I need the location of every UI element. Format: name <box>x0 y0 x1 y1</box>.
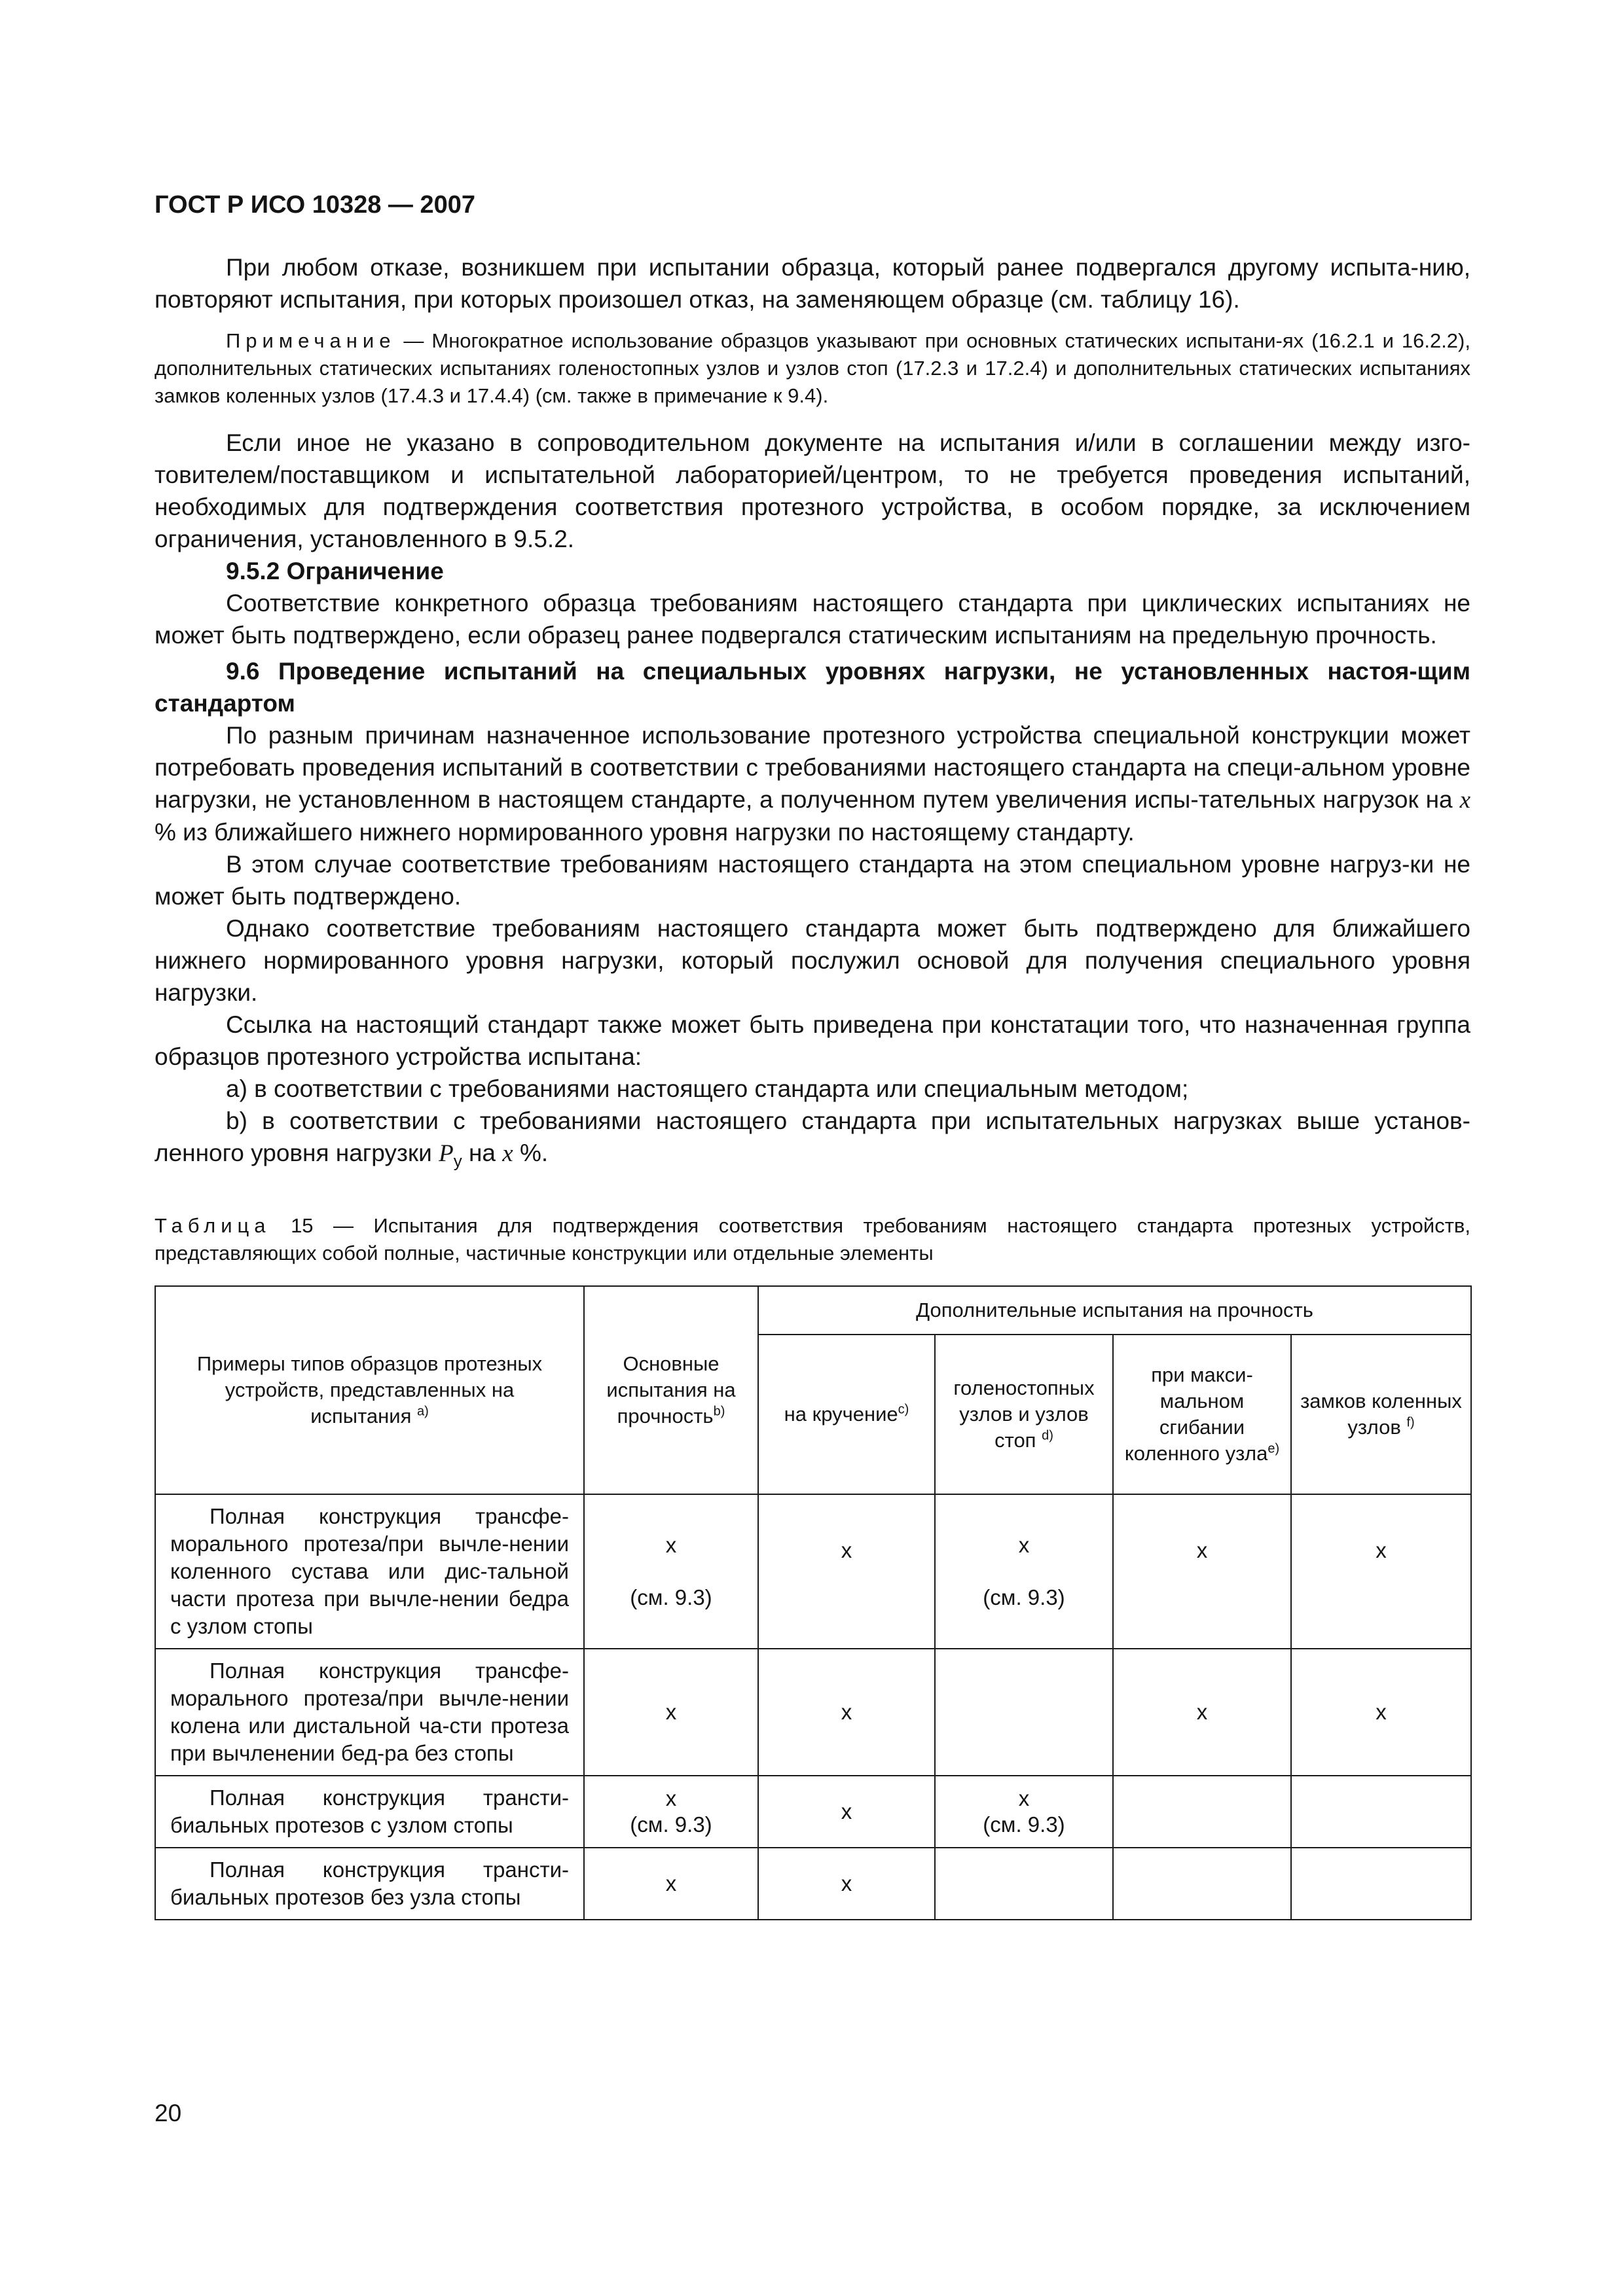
special-load-text-b: % из ближайшего нижнего нормированного уровня нагрузки по настоящему стандарту. <box>155 819 1135 846</box>
document-header: ГОСТ Р ИСО 10328 — 2007 <box>155 191 476 219</box>
header-torsion-sup: c) <box>898 1403 909 1418</box>
variable-p-subscript: y <box>453 1151 462 1171</box>
note-text: — Многократное использование образцов указывают при основных статических испытани-ях (16.2.1 и 16.2.2), дополнительных статических испытаниях голеностопных узлов и узлов стоп (17.2.3 и 17.2.4) и дополнительных статических испытаниях замков коленных узлов (17.4.3 и 17.4.4) (см. также в примечание к 9.4). <box>155 329 1470 407</box>
header-examples <box>155 1286 584 1494</box>
header-torsion-text: на кручение <box>784 1403 898 1426</box>
cell-mark: x <box>665 1786 677 1811</box>
variable-x: x <box>1459 787 1470 814</box>
cell-max-flex <box>1113 1776 1291 1848</box>
paragraph-nearest-level: Однако соответствие требованиям настоящего стандарта может быть подтверждено для ближайшего нижнего нормированного уровня нагрузки, который послужил основой для получения специального уровня нагрузки. <box>155 915 1470 1006</box>
heading-9-6: 9.6 Проведение испытаний на специальных уровнях нагрузки, не установленных настоя-щим стандартом <box>155 658 1470 717</box>
cell-knee-locks <box>1291 1848 1471 1920</box>
table-caption-text: 15 — Испытания для подтверждения соответствия требованиям настоящего стандарта протезных устройств, представляющих собой полные, частичные конструкции или отдельные элементы <box>155 1214 1470 1265</box>
cell-basic: x <box>584 1848 758 1920</box>
header-torsion <box>758 1335 935 1494</box>
cell-ankle <box>935 1649 1113 1776</box>
special-load-text-a: По разным причинам назначенное использование протезного устройства специальной конструкции может потребовать проведения испытаний в соответствии с требованиями настоящего стандарта на специ-альном уровне нагрузки, не установленном в настоящем стандарте, а полученном путем увеличения испы-тательных нагрузок на <box>155 722 1470 813</box>
header-knee-locks <box>1291 1335 1471 1494</box>
list-item-a: a) в соответствии с требованиями настоящего стандарта или специальным методом; <box>226 1075 1189 1102</box>
cell-torsion: x <box>758 1494 935 1649</box>
cell-torsion: x <box>758 1776 935 1848</box>
heading-9-5-2: 9.5.2 Ограничение <box>226 558 444 584</box>
table-row <box>155 1494 1471 1649</box>
variable-p: P <box>439 1140 454 1167</box>
header-basic <box>584 1286 758 1494</box>
table-caption-label: Таблица <box>155 1214 271 1238</box>
list-item-b <box>155 1105 1470 1177</box>
row-label: Полная конструкция трансти-биальных протезов без узла стопы <box>155 1848 584 1920</box>
header-examples-sup: a) <box>417 1405 429 1420</box>
cell-max-flex: x <box>1113 1649 1291 1776</box>
cell-note: (см. 9.3) <box>630 1812 712 1837</box>
cell-mark: x <box>1018 1786 1030 1811</box>
paragraph-limitation: Соответствие конкретного образца требованиям настоящего стандарта при циклических испытаниях не может быть подтверждено, если образец ранее подвергался статическим испытаниям на предельную прочность. <box>155 590 1470 649</box>
table-row <box>155 1776 1471 1848</box>
row-label: Полная конструкция трансфе-морального протеза/при вычле-нении колена или дистальной ча-сти протеза при вычленении бед-ра без стопы <box>155 1649 584 1776</box>
paragraph-special-order: Если иное не указано в сопроводительном документе на испытания и/или в соглашении между изго-товителем/поставщиком и испытательной лабораторией/центром, то не требуется проведения испытаний, необходимых для подтверждения соответствия протезного устройства, в особом порядке, за исключением ограничения, установленного в 9.5.2. <box>155 429 1470 552</box>
table-row <box>155 1649 1471 1776</box>
paragraph-repeat-tests: При любом отказе, возникшем при испытании образца, который ранее подвергался другому испыта-нию, повторяют испытания, при которых произошел отказ, на заменяющем образце (см. таблицу 16). <box>155 254 1470 313</box>
cell-knee-locks: x <box>1291 1649 1471 1776</box>
page-number: 20 <box>155 2100 182 2126</box>
cell-mark: x <box>1018 1533 1030 1558</box>
header-basic-sup: b) <box>713 1405 725 1420</box>
header-ankle-sup: d) <box>1042 1429 1053 1444</box>
row-label: Полная конструкция трансфе-морального протеза/при вычле-нении коленного сустава или дис-тальной части протеза при вычле-нении бедра с узлом стопы <box>155 1494 584 1649</box>
cell-knee-locks <box>1291 1776 1471 1848</box>
variable-x-2: x <box>502 1140 513 1167</box>
cell-note: (см. 9.3) <box>983 1585 1065 1610</box>
header-knee-locks-sup: f) <box>1406 1416 1415 1431</box>
note-label: Примечание <box>226 329 396 352</box>
cell-knee-locks: x <box>1291 1494 1471 1649</box>
header-basic-text: Основные испытания на прочность <box>606 1352 736 1428</box>
cell-torsion: x <box>758 1848 935 1920</box>
paragraph-reference: Ссылка на настоящий стандарт также может быть приведена при констатации того, что назначенная группа образцов протезного устройства испытана: <box>155 1011 1470 1070</box>
cell-max-flex <box>1113 1848 1291 1920</box>
cell-note: (см. 9.3) <box>630 1585 712 1610</box>
header-max-flex-sup: e) <box>1267 1442 1280 1457</box>
document-page <box>155 190 1470 1920</box>
list-item-b-mid: на <box>462 1139 503 1166</box>
list-item-b-text: b) в соответствии с требованиями настоящего стандарта при испытательных нагрузках выше установ-ленного уровня нагрузки <box>155 1107 1470 1166</box>
header-ankle-text: голеностопных узлов и узлов стоп <box>953 1376 1095 1452</box>
table-row <box>155 1848 1471 1920</box>
cell-ankle <box>935 1494 1113 1649</box>
row-label: Полная конструкция трансти-биальных протезов с узлом стопы <box>155 1776 584 1848</box>
list-item-b-end: %. <box>513 1139 549 1166</box>
tests-table <box>155 1285 1472 1920</box>
cell-basic <box>584 1776 758 1848</box>
table-header-row-1 <box>155 1286 1471 1335</box>
cell-torsion: x <box>758 1649 935 1776</box>
paragraph-not-confirmed: В этом случае соответствие требованиям настоящего стандарта на этом специальном уровне нагруз-ки не может быть подтверждено. <box>155 851 1470 910</box>
header-ankle <box>935 1335 1113 1494</box>
cell-basic: x <box>584 1649 758 1776</box>
cell-ankle <box>935 1776 1113 1848</box>
cell-note: (см. 9.3) <box>983 1812 1065 1837</box>
header-examples-text: Примеры типов образцов протезных устройств, представленных на испытания <box>196 1352 543 1428</box>
table-caption <box>155 1212 1470 1267</box>
paragraph-special-load <box>155 719 1470 848</box>
cell-ankle <box>935 1848 1113 1920</box>
cell-basic <box>584 1494 758 1649</box>
header-knee-locks-text: замков коленных узлов <box>1300 1390 1462 1439</box>
cell-max-flex: x <box>1113 1494 1291 1649</box>
header-max-flex-text: при макси-мальном сгибании коленного узла <box>1124 1363 1268 1465</box>
header-max-flex <box>1113 1335 1291 1494</box>
note-paragraph <box>155 327 1470 410</box>
header-additional: Дополнительные испытания на прочность <box>758 1286 1471 1335</box>
cell-mark: x <box>665 1533 677 1558</box>
